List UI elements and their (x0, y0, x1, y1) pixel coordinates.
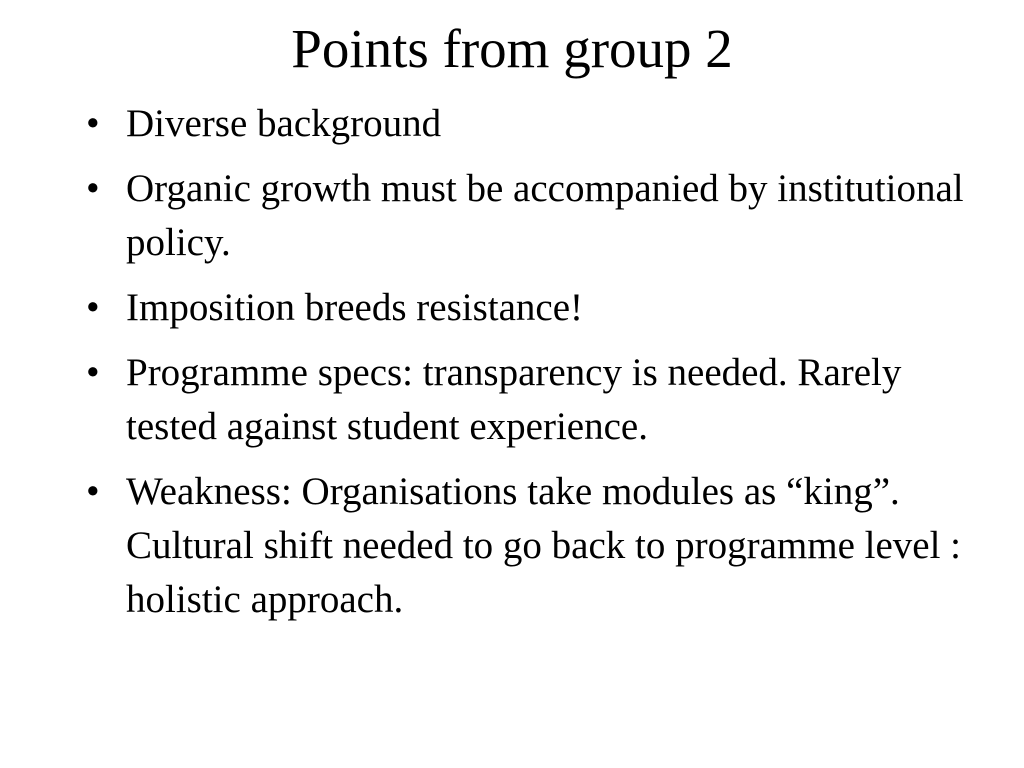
bullet-icon: • (86, 167, 100, 210)
bullet-icon: • (86, 470, 100, 513)
bullet-item-5 (84, 465, 964, 627)
bullet-icon: • (86, 351, 100, 394)
bullet-text: Diverse background (126, 102, 442, 145)
bullet-text: Weakness: Organisations take modules as “king”. Cultural shift needed to go back to programme level : holistic approach. (126, 470, 962, 621)
bullet-icon: • (86, 102, 100, 145)
bullet-text: Imposition breeds resistance! (126, 286, 584, 329)
bullet-item-4 (84, 346, 964, 454)
bullet-item-2 (84, 162, 964, 270)
bullet-text: Organic growth must be accompanied by institutional policy. (126, 167, 964, 264)
slide-title: Points from group 2 (291, 18, 733, 79)
bullet-item-3 (84, 281, 964, 335)
bullet-text: Programme specs: transparency is needed. Rarely tested against student experience. (126, 351, 902, 448)
bullet-list (84, 97, 964, 638)
bullet-item-1 (84, 97, 964, 151)
bullet-icon: • (86, 286, 100, 329)
